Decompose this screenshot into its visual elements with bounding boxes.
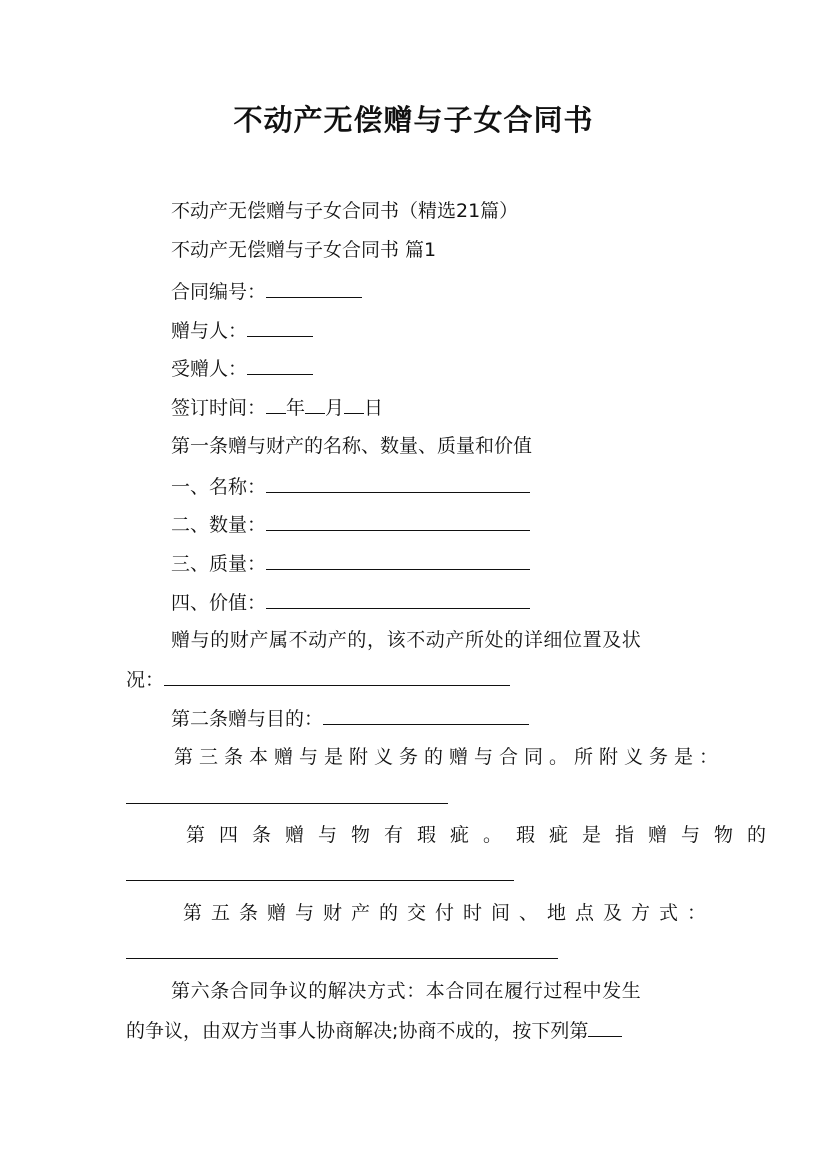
article-6-line-1: 第六条合同争议的解决方式：本合同在履行过程中发生: [171, 980, 642, 1002]
contract-number-blank: [266, 279, 362, 298]
article-4-blank: [126, 880, 514, 881]
article-2-row: [171, 706, 529, 731]
item-quantity-row: [171, 512, 530, 537]
article-2-blank: [323, 706, 529, 725]
donee-row: [171, 356, 313, 381]
year-blank: [266, 395, 286, 414]
item-value-row: [171, 590, 530, 615]
item-quality-label: 三、质量：: [171, 553, 267, 575]
day-blank: [344, 395, 364, 414]
article-3-text: 第三条本赠与是附义务的赠与合同。所附义务是：: [174, 746, 725, 768]
month-blank: [305, 395, 325, 414]
donor-row: [171, 318, 313, 343]
item-name-row: [171, 474, 530, 499]
year-label: 年: [286, 397, 306, 419]
article-4-text: 第四条赠与物有瑕疵。瑕疵是指赠与物的: [186, 824, 781, 846]
item-name-blank: [266, 474, 530, 493]
location-paragraph-line-2: [126, 667, 510, 692]
article-5-text: 第五条赠与财产的交付时间、地点及方式：: [183, 902, 716, 924]
sign-date-label: 签订时间：: [171, 397, 267, 419]
item-quantity-blank: [266, 512, 530, 531]
location-label: 况：: [126, 669, 165, 691]
part-heading: 不动产无偿赠与子女合同书 篇1: [171, 239, 437, 261]
donor-label: 赠与人：: [171, 320, 248, 342]
article-6-line-2-text: 的争议，由双方当事人协商解决;协商不成的，按下列第: [126, 1020, 589, 1042]
document-subtitle: 不动产无偿赠与子女合同书（精选21篇）: [171, 200, 519, 222]
item-quality-row: [171, 551, 530, 576]
item-quality-blank: [266, 551, 530, 570]
article-1-heading: 第一条赠与财产的名称、数量、质量和价值: [171, 435, 533, 457]
article-6-line-2: [126, 1018, 622, 1043]
item-value-blank: [266, 590, 530, 609]
article-6-blank: [588, 1018, 622, 1037]
month-label: 月: [325, 397, 345, 419]
location-blank: [164, 667, 510, 686]
donor-blank: [247, 318, 313, 337]
contract-number-row: [171, 279, 362, 304]
donee-blank: [247, 356, 313, 375]
item-name-label: 一、名称：: [171, 476, 267, 498]
location-paragraph-line-1: 赠与的财产属不动产的，该不动产所处的详细位置及状: [171, 629, 642, 651]
item-quantity-label: 二、数量：: [171, 514, 267, 536]
day-label: 日: [364, 397, 384, 419]
article-5-blank: [126, 958, 558, 959]
contract-number-label: 合同编号：: [171, 281, 267, 303]
item-value-label: 四、价值：: [171, 592, 267, 614]
article-2-label: 第二条赠与目的：: [171, 708, 324, 730]
sign-date-row: [171, 395, 383, 420]
article-3-blank: [126, 803, 448, 804]
document-title: 不动产无偿赠与子女合同书: [233, 103, 594, 137]
donee-label: 受赠人：: [171, 358, 248, 380]
